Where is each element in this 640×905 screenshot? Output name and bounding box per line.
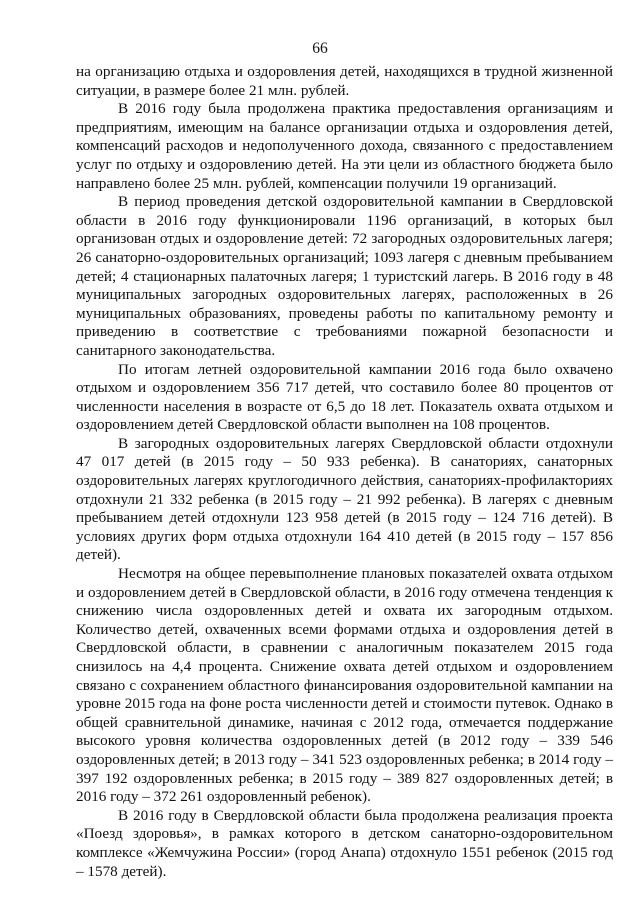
paragraph-1: на организацию отдыха и оздоровления детей, находящихся в трудной жизненной ситуации, в размере более 21 млн. рублей.: [76, 63, 613, 99]
paragraph-6: Несмотря на общее перевыполнение плановых показателей охвата отдыхом и оздоровлением детей в Свердловской области, в 2016 году отмечена тенденция к снижению числа оздоровленных детей и охвата их загородным отдыхом. Количество детей, охваченных всеми формами отдыха и оздоровления детей в Свердловской области, в сравнении с аналогичным показателем 2015 года снизилось на 4,4 процента. Снижение охвата детей отдыхом и оздоровлением связано с сохранением областного финансирования оздоровительной кампании на уровне 2015 года на фоне роста численности детей и стоимости путевок. Однако в общей сравнительной динамике, начиная с 2012 года, отмечается поддержание высокого уровня количества оздоровленных детей (в 2012 году – 339 546 оздоровленных детей; в 2013 году – 341 523 оздоровленных ребенка; в 2014 году – 397 192 оздоровленных ребенка; в 2015 году – 389 827 оздоровленных детей; в 2016 году – 372 261 оздоровленный ребенок).: [76, 565, 613, 806]
page-number: 66: [312, 40, 328, 57]
paragraph-3: В период проведения детской оздоровительной кампании в Свердловской области в 2016 году функционировали 1196 организаций, в которых был организован отдых и оздоровление детей: 72 загородных оздоровительных лагеря; 26 санаторно-оздоровительных организаций; 1093 лагеря с дневным пребыванием детей; 4 стационарных палаточных лагеря; 1 туристский лагерь. В 2016 году в 48 муниципальных загородных оздоровительных лагерях, расположенных в 26 муниципальных образованиях, проведены работы по капитальному ремонту и приведению в соответствие с требованиями пожарной безопасности и санитарного законодательства.: [76, 193, 613, 359]
paragraph-5: В загородных оздоровительных лагерях Свердловской области отдохнули 47 017 детей (в 2015 году – 50 933 ребенка). В санаториях, санаторных оздоровительных лагерях круглогодичного действия, санаториях-профилакториях отдохнули 21 332 ребенка (в 2015 году – 21 992 ребенка). В лагерях с дневным пребыванием детей отдохнули 123 958 детей (в 2015 году – 124 716 детей). В условиях других форм отдыха отдохнули 164 410 детей (в 2015 году – 157 856 детей).: [76, 434, 613, 564]
paragraph-4: По итогам летней оздоровительной кампании 2016 года было охвачено отдыхом и оздоровлением 356 717 детей, что составило более 80 процентов от численности населения в возрасте от 6,5 до 18 лет. Показатель охвата отдыхом и оздоровлением детей Свердловской области выполнен на 108 процентов.: [76, 360, 613, 434]
paragraph-2: В 2016 году была продолжена практика предоставления организациям и предприятиям, имеющим на балансе организации отдыха и оздоровления детей, компенсаций расходов и недополученного дохода, связанного с предоставлением услуг по отдыху и оздоровлению детей. На эти цели из областного бюджета было направлено более 25 млн. рублей, компенсации получили 19 организаций.: [76, 100, 613, 192]
paragraph-7: В 2016 году в Свердловской области была продолжена реализация проекта «Поезд здоровья», в рамках которого в детском санаторно-оздоровительном комплексе «Жемчужина России» (город Анапа) отдохнуло 1551 ребенок (2015 год – 1578 детей).: [76, 806, 613, 880]
document-body: [76, 63, 613, 881]
